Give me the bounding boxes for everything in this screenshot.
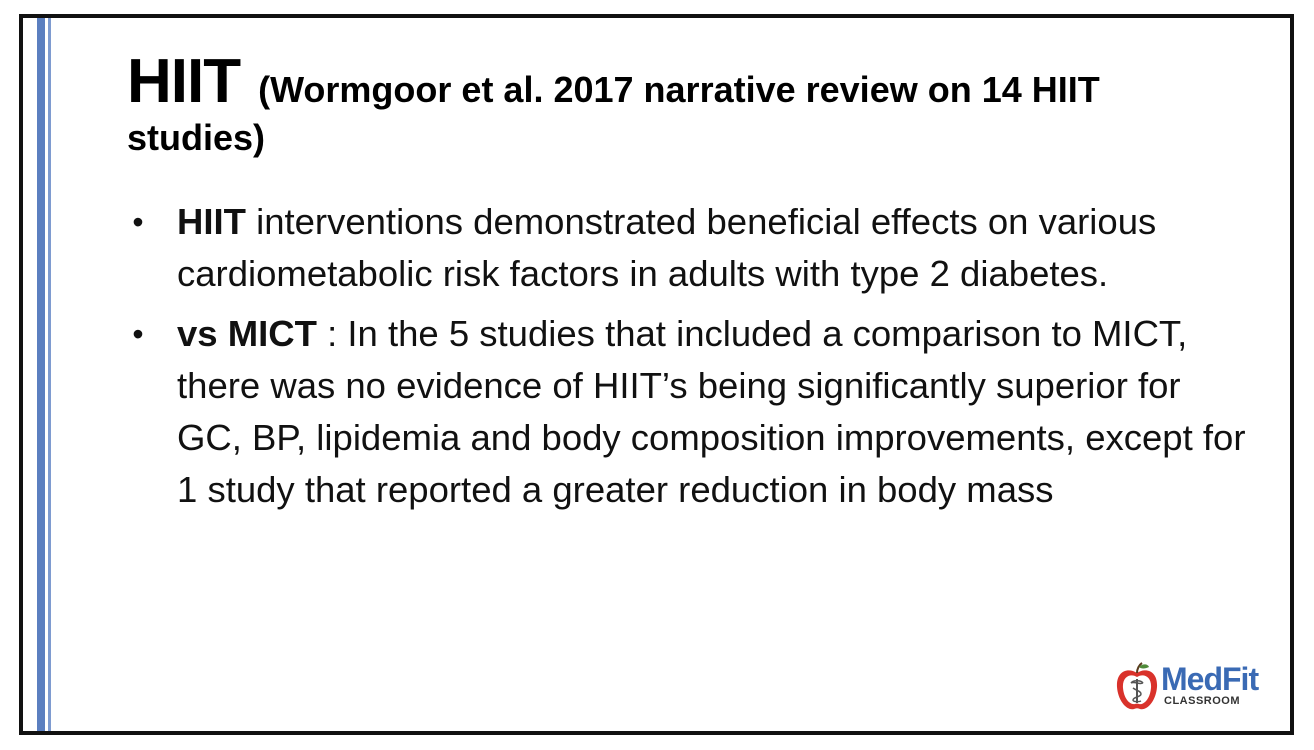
slide (19, 14, 1294, 735)
logo-subtitle: CLASSROOM (1164, 695, 1240, 707)
bullet-text: : In the 5 studies that included a comparison to MICT, there was no evidence of HIIT’s being significantly superior for GC, BP, lipidemia and body composition improvements, except for 1 study that reported a greater reduction in body mass (177, 313, 1246, 510)
medfit-logo (1114, 659, 1264, 719)
bullet-marker: • (132, 204, 144, 240)
apple-caduceus-icon (1114, 661, 1160, 713)
bullet-list (123, 196, 1253, 524)
bullet-text: interventions demonstrated beneficial effects on various cardiometabolic risk factors in adults with type 2 diabetes. (177, 201, 1157, 294)
title-main: HIIT (127, 47, 241, 116)
bullet-lead: vs MICT (177, 313, 317, 354)
bullet-marker: • (132, 316, 144, 352)
slide-title (127, 46, 1237, 159)
left-accent-stripe (37, 18, 45, 731)
left-accent-line (48, 18, 51, 731)
title-subtitle: (Wormgoor et al. 2017 narrative review on 14 HIIT studies) (127, 69, 1100, 159)
bullet-item (123, 196, 1253, 300)
bullet-item (123, 308, 1253, 516)
bullet-lead: HIIT (177, 201, 246, 242)
logo-wordmark: MedFit (1161, 661, 1259, 697)
